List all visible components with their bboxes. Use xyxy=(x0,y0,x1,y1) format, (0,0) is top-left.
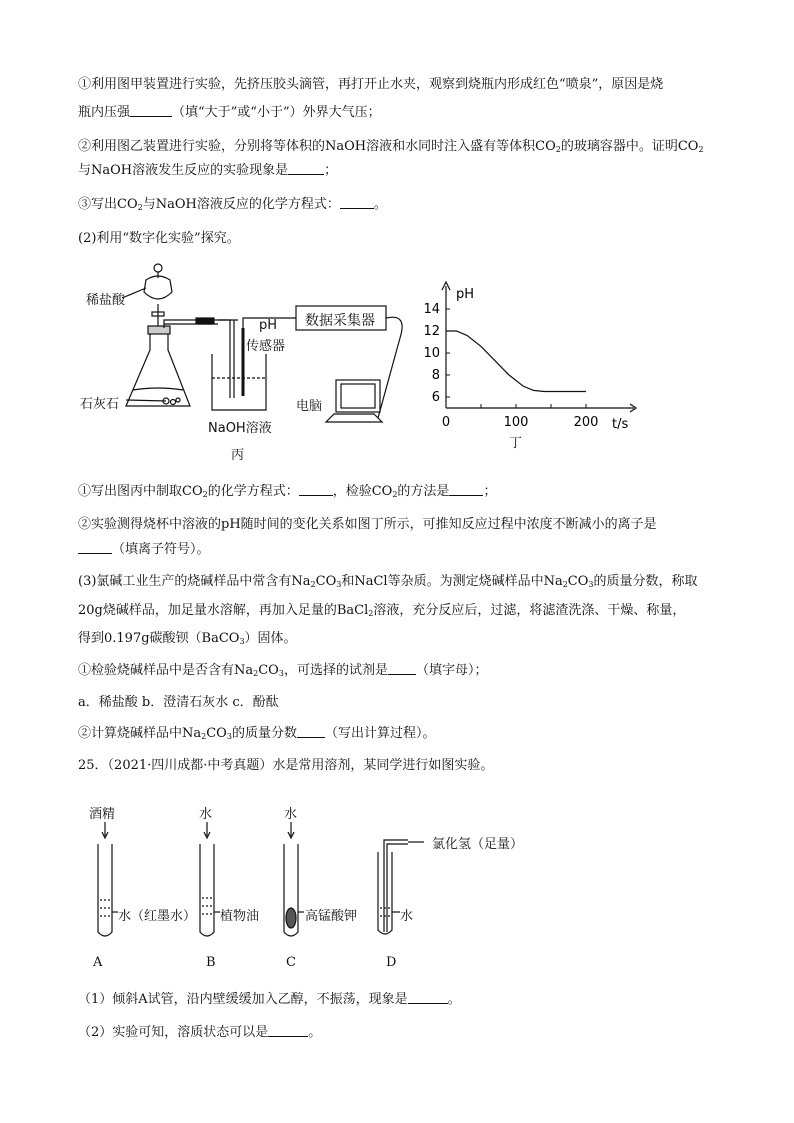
y-tick-label: 14 xyxy=(423,302,440,317)
q24-s9: ②计算烧碱样品中$Na_2CO_3$的质量分数 （写出计算过程）。 xyxy=(78,726,436,741)
q24-s5-line2: （填离子符号）。 xyxy=(78,541,210,559)
tube-a xyxy=(98,844,112,936)
answer-blank[interactable] xyxy=(299,483,333,496)
q24-options: a．稀盐酸 b．澄清石灰水 c．酚酞 xyxy=(78,695,279,710)
label-ph-sensor-1: pH xyxy=(259,318,278,333)
q25-q2: （2）实验可知，溶质状态可以是 。 xyxy=(78,1025,322,1040)
tube-label-c: C xyxy=(286,955,296,970)
answer-blank[interactable] xyxy=(340,196,374,209)
q25-q1: （1）倾斜A试管，沿内壁缓缓加入乙醇，不振荡，现象是 。 xyxy=(78,992,461,1007)
q24-s1-line1: ①利用图甲装置进行实验，先挤压胶头滴管，再打开止水夹，观察到烧瓶内形成红色“喷泉”，原因是烧 xyxy=(78,77,664,92)
ph-chart-svg xyxy=(420,278,640,450)
x-tick-label: 100 xyxy=(503,415,529,430)
q25-heading: 25．（2021·四川成都·中考真题）水是常用溶剂，某同学进行如图实验。 xyxy=(78,758,494,773)
answer-blank[interactable] xyxy=(449,483,483,496)
label-figure-ding: 丁 xyxy=(509,436,523,451)
answer-blank[interactable] xyxy=(297,725,325,738)
q24-s4: ①写出图丙中制取$CO_2$的化学方程式： ，检验$CO_2$的方法是 ； xyxy=(78,484,497,499)
q24-s6-line1: (3)氯碱工业生产的烧碱样品中常含有$Na_2CO_3$和NaCl等杂质。为测定烧碱样品中$Na_2CO_3$的质量分数，称取 xyxy=(78,574,698,589)
q24-part2-heading: (2)利用“数字化实验”探究。 xyxy=(78,231,240,246)
label-alcohol: 酒精 xyxy=(89,807,116,822)
tube-d xyxy=(378,852,392,934)
answer-blank[interactable] xyxy=(288,162,324,175)
tube-label-b: B xyxy=(206,955,216,970)
tube-b xyxy=(200,844,214,936)
test-tubes-drawing xyxy=(78,800,538,980)
y-tick-label: 12 xyxy=(423,324,440,339)
chart-x-label: t/s xyxy=(612,417,629,432)
chart-y-label: pH xyxy=(456,287,475,302)
label-water-3: 水 xyxy=(400,909,414,924)
answer-blank[interactable] xyxy=(408,991,448,1004)
label-hcl-gas: 氯化氢（足量） xyxy=(432,837,524,852)
q24-s7: ①检验烧碱样品中是否含有$Na_2CO_3$，可选择的试剂是 （填字母）； xyxy=(78,663,488,678)
q24-s2-line1: ②利用图乙装置进行实验，分别将等体积的NaOH溶液和水同时注入盛有等体积$CO_2$的玻璃容器中。证明$CO_2$ xyxy=(78,139,704,154)
answer-blank[interactable] xyxy=(268,1024,308,1037)
ph-chart xyxy=(420,278,640,450)
label-oil: 植物油 xyxy=(220,909,260,924)
label-naoh: NaOH溶液 xyxy=(208,421,272,436)
answer-blank[interactable] xyxy=(388,662,416,675)
label-computer: 电脑 xyxy=(296,399,323,414)
q24-s6-line3: 得到0.197g碳酸钡（BaCO$_3$）固体。 xyxy=(78,631,297,646)
label-ph-sensor-2: 传感器 xyxy=(246,339,286,354)
label-figure-bing: 丙 xyxy=(231,448,245,463)
q24-s5-line1: ②实验测得烧杯中溶液的pH随时间的变化关系如图丁所示，可推知反应过程中浓度不断减小的离子是 xyxy=(78,517,657,532)
figure-test-tubes xyxy=(78,800,538,980)
y-tick-label: 6 xyxy=(431,390,440,405)
label-kmno4: 高锰酸钾 xyxy=(305,909,358,924)
q24-s1-line2: 瓶内压强 （填“大于”或“小于”）外界大气压； xyxy=(78,105,381,120)
answer-blank[interactable] xyxy=(78,541,112,554)
tube-label-d: D xyxy=(386,955,397,970)
label-water-1: 水 xyxy=(199,807,213,822)
ph-series-line xyxy=(446,331,586,392)
y-tick-label: 10 xyxy=(423,346,440,361)
q24-s2-line2: 与NaOH溶液发生反应的实验现象是 ； xyxy=(78,163,338,178)
label-collector: 数据采集器 xyxy=(305,313,375,329)
x-tick-label: 0 xyxy=(441,415,451,430)
y-tick-label: 8 xyxy=(431,368,440,383)
label-red-water: 水（红墨水） xyxy=(118,909,197,924)
label-water-2: 水 xyxy=(284,807,298,822)
q24-s6-line2: 20g烧碱样品，加足量水溶解，再加入足量的BaCl$_2$溶液，充分反应后，过滤，将滤渣洗涤、干燥、称量， xyxy=(78,603,686,618)
tube-label-a: A xyxy=(93,955,103,970)
label-hcl: 稀盐酸 xyxy=(86,293,126,308)
q24-s3: ③写出$CO_2$与NaOH溶液反应的化学方程式： 。 xyxy=(78,197,387,212)
x-tick-label: 200 xyxy=(573,415,599,430)
answer-blank[interactable] xyxy=(130,104,172,117)
label-limestone: 石灰石 xyxy=(80,397,120,412)
